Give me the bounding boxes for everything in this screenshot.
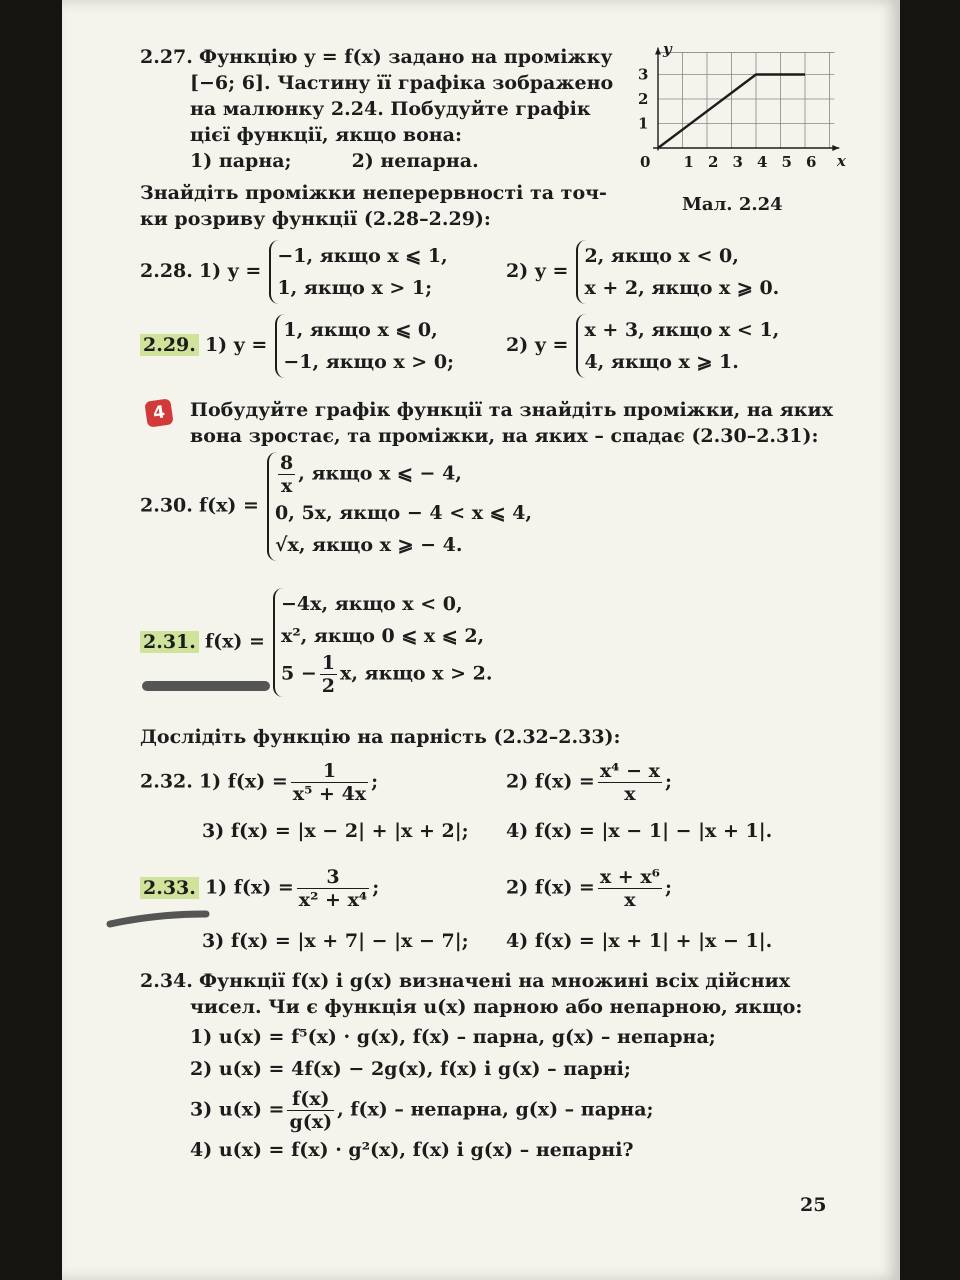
- numerator: 1: [321, 652, 335, 674]
- fraction: [320, 652, 337, 697]
- exercise-2-33: [140, 866, 379, 911]
- case: 1, якщо x > 1;: [277, 277, 433, 299]
- case: 2, якщо x < 0,: [584, 245, 739, 267]
- y-tick-label: 3: [638, 65, 649, 84]
- punctuation: ;: [372, 876, 380, 899]
- case: 1, якщо x ⩽ 0,: [283, 319, 438, 341]
- part-2-lhs: 2) f(x) =: [506, 770, 595, 793]
- exercise-number: 2.32.: [140, 770, 193, 793]
- section-heading-continuity: [140, 180, 607, 232]
- numerator: x⁴ − x: [599, 760, 660, 782]
- item-3-prefix: 3) u(x) =: [190, 1098, 285, 1121]
- exercise-2-29: [140, 314, 454, 378]
- exercise-number-highlighted: 2.31.: [140, 631, 199, 653]
- y-tick-label: 1: [638, 114, 649, 133]
- case: x + 2, якщо x ⩾ 0.: [584, 277, 780, 299]
- exercise-number: 2.30.: [140, 494, 193, 517]
- punctuation: ;: [664, 876, 672, 899]
- exercise-2-33-part-2: [506, 866, 672, 911]
- case: 0, 5x, якщо − 4 < x ⩽ 4,: [275, 502, 533, 524]
- exercise-number-highlighted: 2.29.: [140, 334, 199, 356]
- exercise-2-32-part-3: 3) f(x) = |x − 2| + |x + 2|;: [202, 820, 469, 842]
- piecewise-brace: [269, 240, 447, 304]
- x-tick-label: 4: [757, 153, 768, 171]
- section-heading-monotonic: [190, 397, 833, 449]
- part-1-lhs: 1) y =: [198, 260, 262, 282]
- section-heading-parity: Дослідіть функцію на парність (2.32–2.33):: [140, 726, 621, 748]
- exercise-2-34: [140, 968, 802, 1167]
- part-1-lhs: 1) f(x) =: [204, 876, 294, 899]
- exercise-number: 2.34.: [140, 970, 193, 992]
- exercise-2-32-part-4: 4) f(x) = |x − 1| − |x + 1|.: [506, 820, 773, 842]
- exercise-text-line: [−6; 6]. Частину її графіка зображено: [190, 72, 614, 94]
- pencil-mark: [106, 906, 210, 930]
- numerator: 1: [322, 760, 337, 782]
- numerator: 8: [280, 452, 294, 474]
- heading-line: Побудуйте графік функції та знайдіть проміжки, на яких: [190, 399, 833, 421]
- denominator: x: [278, 474, 295, 497]
- piecewise-brace: [273, 588, 492, 697]
- case: , якщо x ⩽ − 4,: [298, 462, 462, 485]
- exercise-2-30: [140, 452, 532, 561]
- item-4: 4) u(x) = f(x) · g²(x), f(x) і g(x) – непарні?: [190, 1139, 634, 1161]
- numerator: x + x⁶: [599, 866, 660, 888]
- piecewise-brace: [576, 240, 779, 304]
- fraction: [598, 760, 662, 805]
- x-tick-label: 3: [732, 153, 743, 171]
- pencil-mark: [142, 681, 270, 691]
- exercise-2-29-part-2: [506, 314, 779, 378]
- x-tick-label: 5: [781, 153, 792, 171]
- case: −4x, якщо x < 0,: [281, 593, 463, 615]
- punctuation: ;: [371, 770, 379, 793]
- item-2: 2) u(x) = 4f(x) − 2g(x), f(x) і g(x) – парні;: [190, 1058, 631, 1080]
- punctuation: ;: [664, 770, 672, 793]
- fraction: [287, 1088, 334, 1133]
- heading-line: Знайдіть проміжки неперервності та точ-: [140, 182, 607, 204]
- exercise-text-line: цієї функції, якщо вона:: [190, 124, 462, 146]
- exercise-2-27: [140, 44, 613, 174]
- denominator: 2: [321, 675, 335, 697]
- exercise-text-line: Функцію y = f(x) задано на проміжку: [198, 46, 613, 68]
- exercise-text-line: чисел. Чи є функція u(x) парною або непарною, якщо:: [190, 996, 803, 1018]
- function-lhs: f(x) =: [198, 494, 259, 517]
- x-tick-label: 0: [640, 153, 651, 171]
- case: −1, якщо x ⩽ 1,: [277, 245, 448, 267]
- heading-line: вона зростає, та проміжки, на яких – спадає (2.30–2.31):: [190, 425, 819, 447]
- y-tick-label: 2: [638, 90, 649, 108]
- level-4-badge: 4: [144, 398, 173, 427]
- denominator: x² + x⁴: [298, 889, 368, 911]
- item-3-text: , f(x) – непарна, g(x) – парна;: [337, 1098, 654, 1121]
- fraction: [278, 452, 295, 497]
- textbook-page: [62, 0, 900, 1280]
- fraction: [297, 866, 369, 911]
- exercise-2-28-part-2: [506, 240, 779, 304]
- figure-caption: Мал. 2.24: [682, 194, 783, 215]
- piecewise-brace: [576, 314, 779, 378]
- item-1: 1) u(x) = f⁵(x) · g(x), f(x) – парна, g(x) – непарна;: [190, 1026, 716, 1048]
- part-2-lhs: 2) y =: [506, 334, 569, 356]
- denominator: x⁵ + 4x: [292, 783, 367, 805]
- exercise-2-28: [140, 240, 448, 304]
- numerator: 3: [326, 866, 340, 888]
- y-axis-label: y: [663, 40, 672, 58]
- fraction: [291, 760, 368, 805]
- exercise-text-line: на малюнку 2.24. Побудуйте графік: [190, 98, 591, 120]
- part-1-lhs: 1) f(x) =: [198, 770, 288, 793]
- part-1-lhs: 1) y =: [204, 334, 268, 356]
- x-tick-label: 6: [806, 153, 817, 171]
- denominator: x: [598, 782, 662, 805]
- page-number: 25: [800, 1194, 827, 1216]
- case: 4, якщо x ⩾ 1.: [584, 351, 739, 373]
- piecewise-brace: [275, 314, 454, 378]
- option-even: 1) парна;: [190, 150, 292, 172]
- exercise-number-highlighted: 2.33.: [140, 877, 199, 899]
- denominator: x: [598, 888, 662, 911]
- case: √x, якщо x ⩾ − 4.: [275, 534, 463, 556]
- numerator: f(x): [292, 1088, 330, 1110]
- item-3: [140, 1088, 802, 1133]
- case: −1, якщо x > 0;: [283, 351, 455, 373]
- graph-grid: [658, 52, 834, 148]
- heading-line: ки розриву функції (2.28–2.29):: [140, 208, 491, 230]
- exercise-2-32-part-2: [506, 760, 672, 805]
- x-axis-arrow-icon: [832, 145, 839, 151]
- denominator: g(x): [289, 1111, 333, 1133]
- fraction: [598, 866, 662, 911]
- function-lhs: f(x) =: [204, 630, 265, 653]
- part-2-lhs: 2) f(x) =: [506, 876, 595, 899]
- y-axis-arrow-icon: [655, 48, 661, 55]
- case: x + 3, якщо x < 1,: [584, 319, 780, 341]
- exercise-2-32: [140, 760, 378, 805]
- option-odd: 2) непарна.: [351, 150, 479, 172]
- case: x², якщо 0 ⩽ x ⩽ 2,: [281, 625, 485, 647]
- exercise-2-33-part-3: 3) f(x) = |x + 7| − |x − 7|;: [202, 930, 469, 952]
- x-tick-label: 2: [708, 153, 719, 171]
- figure-2-24-graph: [630, 40, 846, 176]
- x-axis-label: x: [836, 152, 846, 170]
- x-tick-label: 1: [683, 153, 694, 171]
- graph-labels: [638, 40, 847, 171]
- case: x, якщо x > 2.: [340, 662, 493, 685]
- exercise-number: 2.28.: [140, 260, 193, 282]
- exercise-number: 2.27.: [140, 46, 193, 68]
- part-2-lhs: 2) y =: [506, 260, 569, 282]
- exercise-2-33-part-4: 4) f(x) = |x + 1| + |x − 1|.: [506, 930, 773, 952]
- piecewise-brace: [267, 452, 532, 561]
- exercise-text-line: Функції f(x) і g(x) визначені на множині всіх дійсних: [198, 970, 791, 992]
- case-prefix: 5 −: [281, 662, 317, 685]
